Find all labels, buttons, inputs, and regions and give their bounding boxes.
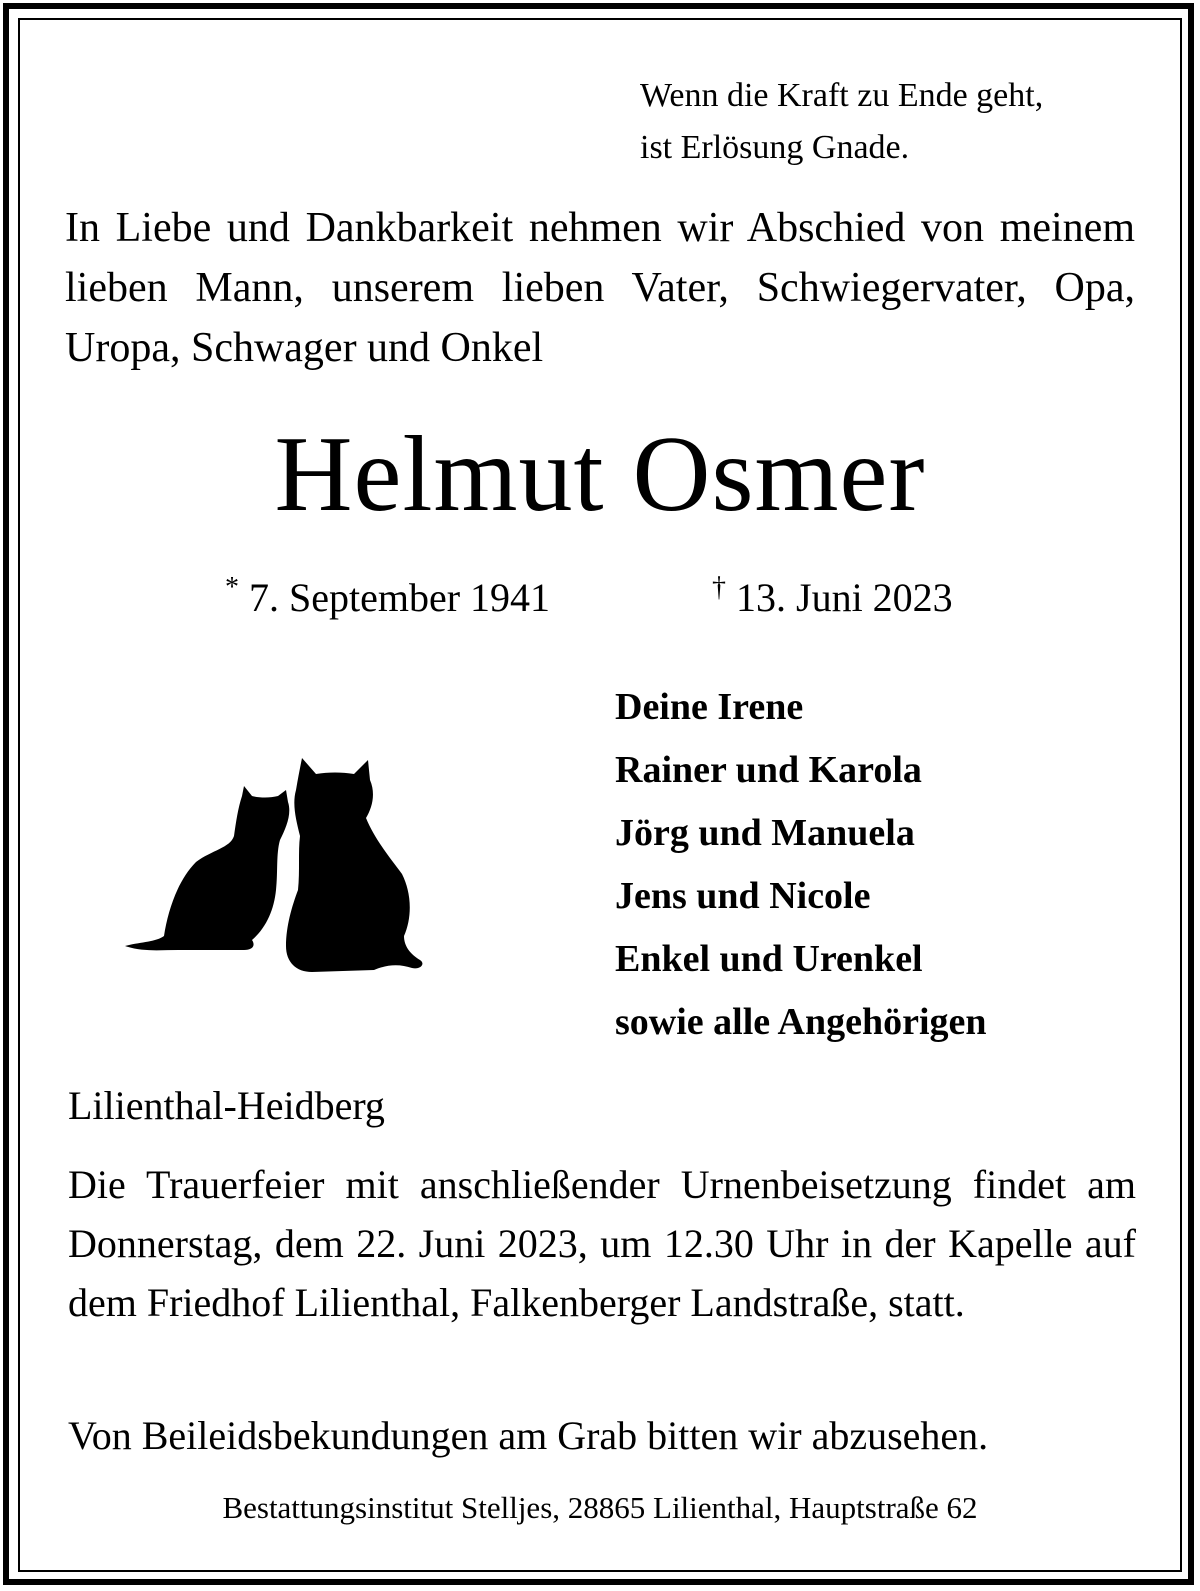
two-cats-silhouette <box>120 750 430 990</box>
death-date-text: 13. Juni 2023 <box>736 575 953 620</box>
mourner-line: Deine Irene <box>615 686 804 728</box>
ceremony-text: Die Trauerfeier mit anschließender Urnenbeisetzung findet am Donnerstag, dem 22. Juni 2023, um 12.30 Uhr in der Kapelle auf dem Friedhof Lilienthal, Falkenberger Landstraße, statt. <box>68 1162 1136 1325</box>
mourner-line: Jörg und Manuela <box>615 812 915 854</box>
death-cross-mark: † <box>712 572 726 603</box>
birth-date <box>225 574 550 621</box>
deceased-name: Helmut Osmer <box>274 415 926 534</box>
large-cat-silhouette <box>286 758 422 972</box>
mourner-line: sowie alle Angehörigen <box>615 1001 987 1043</box>
condolence-note: Von Beileidsbekundungen am Grab bitten wir abzusehen. <box>68 1413 989 1458</box>
mourner-line: Rainer und Karola <box>615 749 922 791</box>
birth-star-mark: * <box>225 572 239 603</box>
motto: Wenn die Kraft zu Ende geht, ist Erlösung Gnade. <box>640 77 1044 166</box>
undertaker-footer: Bestattungsinstitut Stelljes, 28865 Lilienthal, Hauptstraße 62 <box>222 1490 978 1525</box>
mourners-list <box>615 676 987 1054</box>
small-cat-silhouette <box>125 786 289 950</box>
birth-date-text: 7. September 1941 <box>249 575 551 620</box>
mourner-line: Enkel und Urenkel <box>615 938 923 980</box>
intro-text: In Liebe und Dankbarkeit nehmen wir Abschied von meinem lieben Mann, unserem lieben Vater, Schwiegervater, Opa, Uropa, Schwager und Onkel <box>65 205 1135 371</box>
mourner-line: Jens und Nicole <box>615 875 871 917</box>
death-date <box>712 574 953 621</box>
location: Lilienthal-Heidberg <box>68 1083 385 1128</box>
